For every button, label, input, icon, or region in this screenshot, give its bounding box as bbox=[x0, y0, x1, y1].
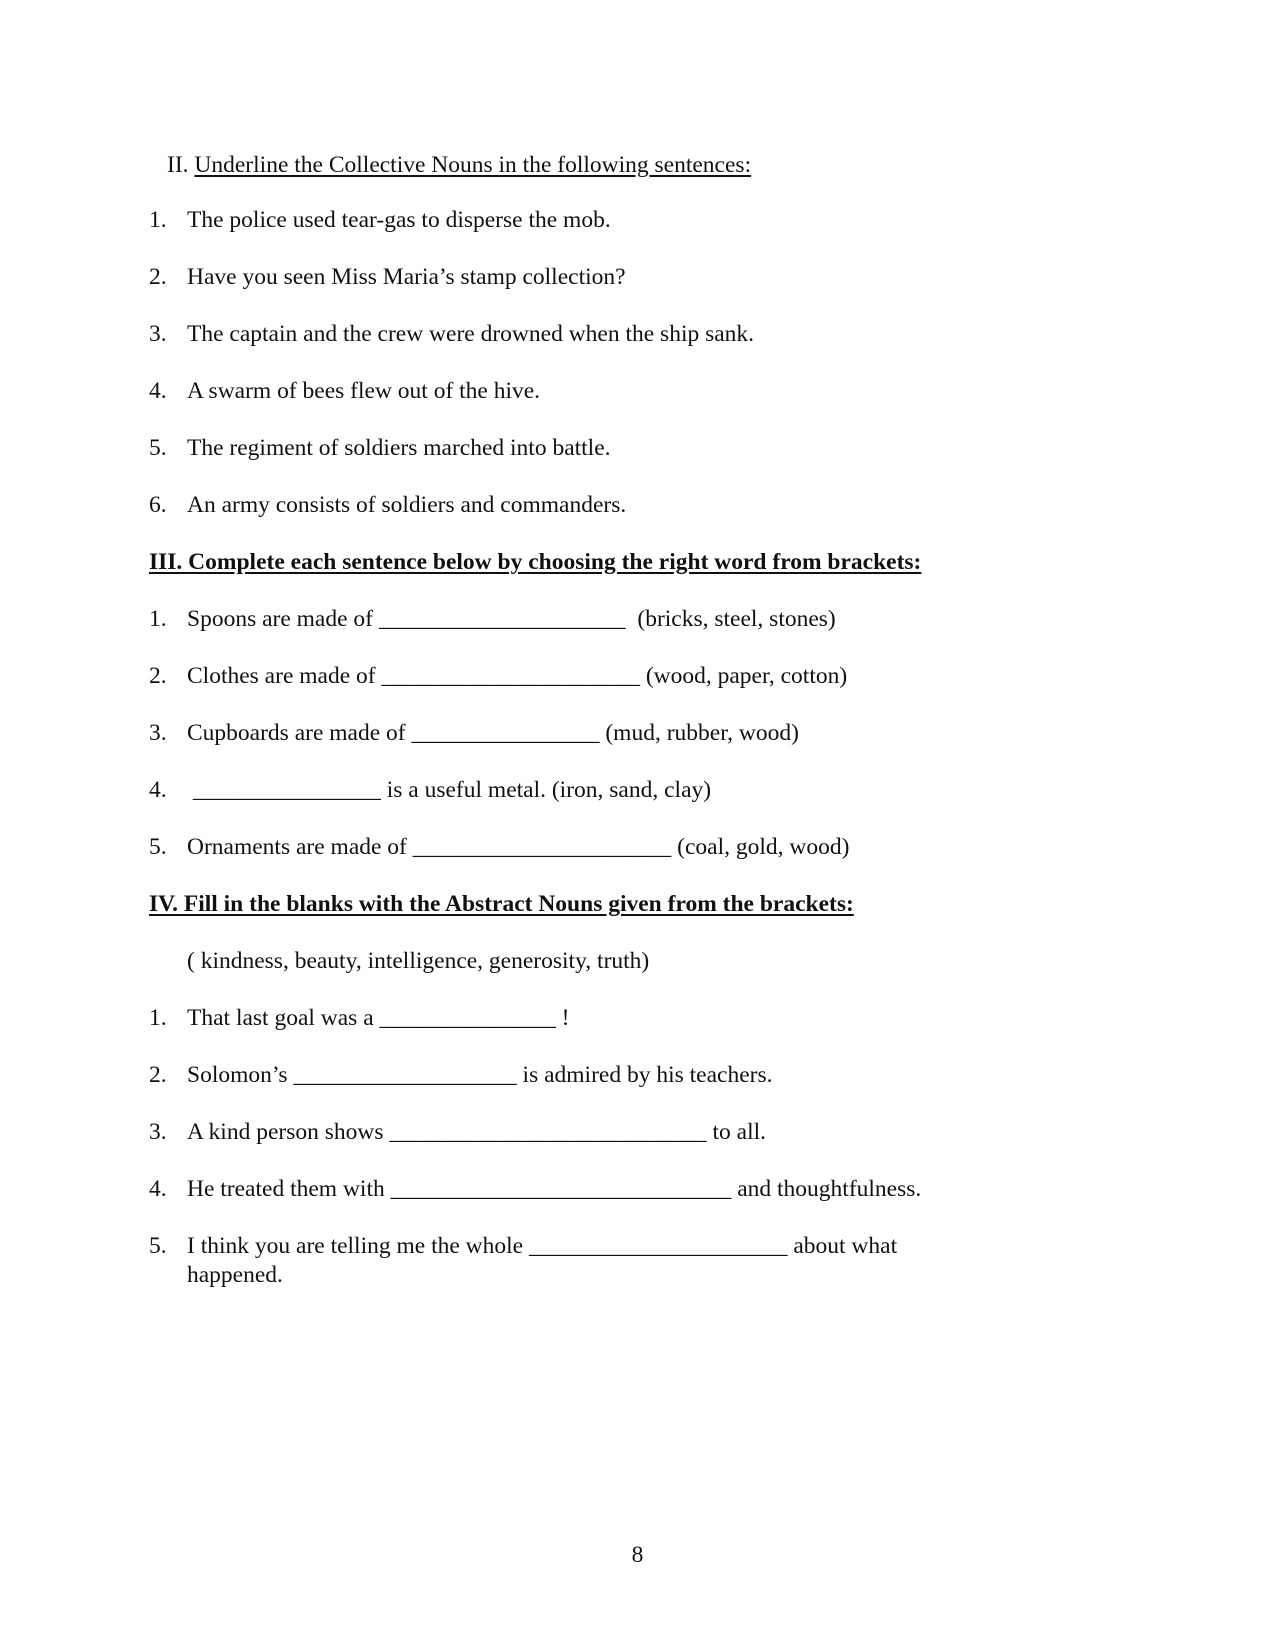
section-4-item-5-number: 5. bbox=[149, 1233, 167, 1259]
section-4-item-1-number: 1. bbox=[149, 1005, 167, 1031]
section-3-item-4-text: ________________ is a useful metal. (iron, sand, clay) bbox=[187, 777, 712, 803]
section-3-heading: III. Complete each sentence below by choosing the right word from brackets: bbox=[149, 549, 922, 575]
section-3-item-4-number: 4. bbox=[149, 777, 167, 803]
section-4-item-4-text: He treated them with _____________________________ and thoughtfulness. bbox=[187, 1176, 922, 1202]
section-3-item-2-number: 2. bbox=[149, 663, 167, 689]
section-4-item-3-number: 3. bbox=[149, 1119, 167, 1145]
section-3-item-3-number: 3. bbox=[149, 720, 167, 746]
section-2-item-3-text: The captain and the crew were drowned when the ship sank. bbox=[187, 321, 755, 347]
section-2-heading bbox=[167, 151, 751, 179]
section-2-title: Underline the Collective Nouns in the following sentences: bbox=[194, 152, 752, 178]
section-2-item-1-text: The police used tear-gas to disperse the mob. bbox=[187, 207, 611, 233]
section-3-item-5-number: 5. bbox=[149, 834, 167, 860]
section-4-item-4-number: 4. bbox=[149, 1176, 167, 1202]
section-2-item-5-text: The regiment of soldiers marched into battle. bbox=[187, 435, 611, 461]
section-3-item-1-text: Spoons are made of _____________________ (bricks, steel, stones) bbox=[187, 606, 836, 632]
section-3-item-5-text: Ornaments are made of ______________________ (coal, gold, wood) bbox=[187, 834, 850, 860]
section-2-item-4-text: A swarm of bees flew out of the hive. bbox=[187, 378, 541, 404]
section-2-item-2-number: 2. bbox=[149, 264, 167, 290]
section-2-item-3-number: 3. bbox=[149, 321, 167, 347]
section-2-item-2-text: Have you seen Miss Maria’s stamp collection? bbox=[187, 264, 626, 290]
section-2-item-6-number: 6. bbox=[149, 492, 167, 518]
page-number: 8 bbox=[631, 1542, 644, 1568]
word-bank: ( kindness, beauty, intelligence, generosity, truth) bbox=[187, 948, 650, 974]
section-4-heading: IV. Fill in the blanks with the Abstract Nouns given from the brackets: bbox=[149, 891, 854, 917]
section-3-item-3-text: Cupboards are made of ________________ (mud, rubber, wood) bbox=[187, 720, 799, 746]
section-2-item-5-number: 5. bbox=[149, 435, 167, 461]
section-4-item-5-continuation: happened. bbox=[187, 1262, 283, 1288]
section-4-item-2-number: 2. bbox=[149, 1062, 167, 1088]
section-2-item-1-number: 1. bbox=[149, 207, 167, 233]
section-4-item-3-text: A kind person shows ___________________________ to all. bbox=[187, 1119, 767, 1145]
section-2-prefix: II. bbox=[167, 152, 195, 178]
section-2-item-4-number: 4. bbox=[149, 378, 167, 404]
section-4-item-1-text: That last goal was a _______________ ! bbox=[187, 1005, 570, 1031]
section-2-item-6-text: An army consists of soldiers and commanders. bbox=[187, 492, 627, 518]
section-4-item-5-text: I think you are telling me the whole ______________________ about what bbox=[187, 1233, 898, 1259]
section-3-item-2-text: Clothes are made of ______________________ (wood, paper, cotton) bbox=[187, 663, 848, 689]
section-3-item-1-number: 1. bbox=[149, 606, 167, 632]
section-4-item-2-text: Solomon’s ___________________ is admired by his teachers. bbox=[187, 1062, 773, 1088]
